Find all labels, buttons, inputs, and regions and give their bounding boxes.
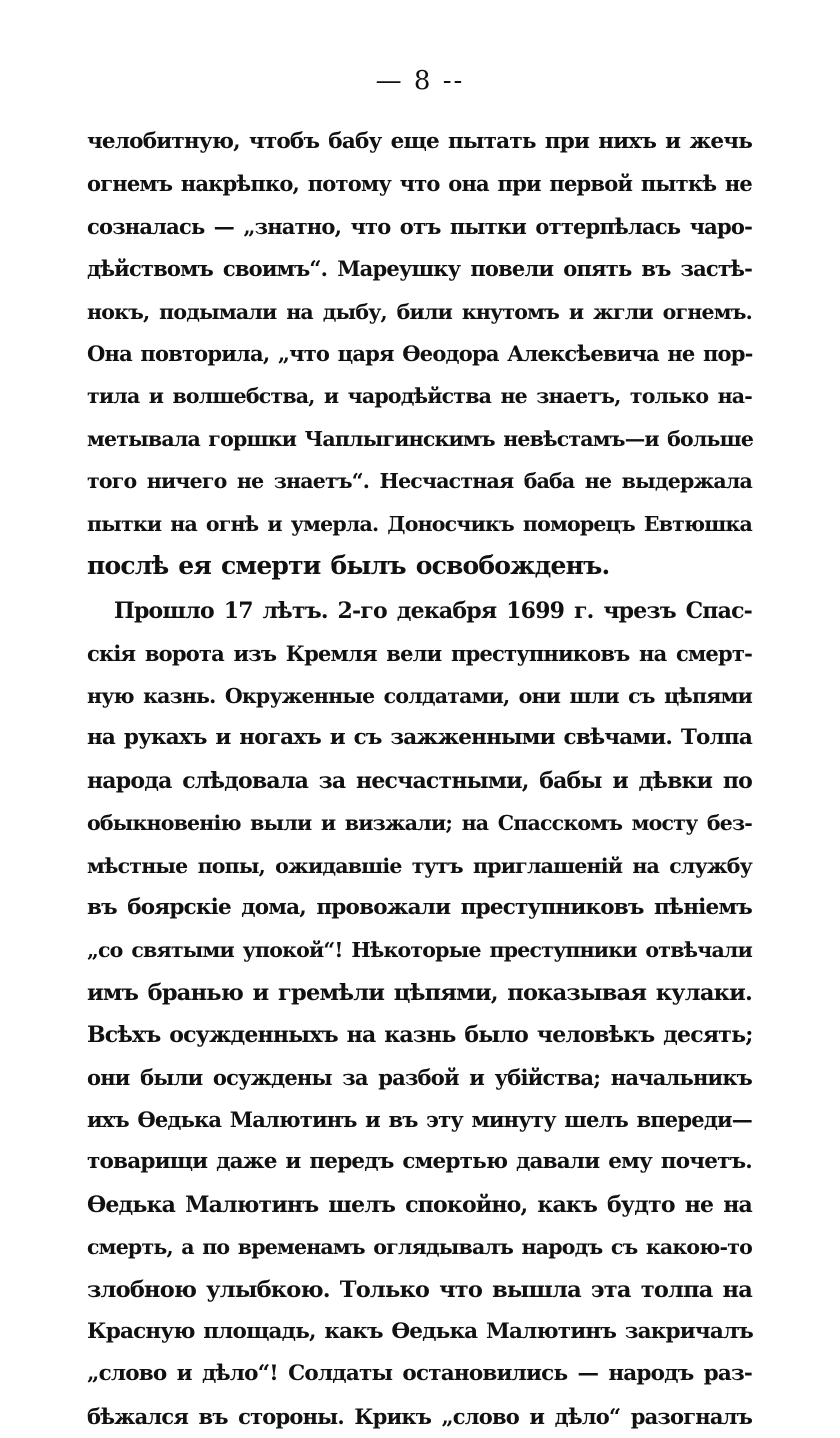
page-number: — 8 --: [375, 66, 465, 96]
text-line: обыкновенію выли и визжали; на Спасскомъ мосту без-: [87, 811, 752, 836]
text-line: челобитную, чтобъ бабу еще пытать при нихъ и жечь: [87, 129, 752, 154]
text-line: мѣстные попы, ожидавшіе тутъ приглашеній на службу: [87, 853, 752, 878]
text-line: Өедька Малютинъ шелъ спокойно, какъ будто не на: [87, 1191, 752, 1218]
text-line: Она повторила, „что царя Өеодора Алексѣевича не пор-: [87, 340, 753, 366]
text-line: товарищи даже и передъ смертью давали ему почетъ.: [87, 1149, 752, 1175]
text-line: послѣ ея смерти былъ освобожденъ.: [87, 550, 610, 580]
text-line: Всѣхъ осужденныхъ на казнь было человѣкъ десять;: [87, 1022, 753, 1049]
text-line: „со святыми упокой“! Нѣкоторые преступники отвѣчали: [87, 938, 752, 963]
text-line: на рукахъ и ногахъ и съ зажженными свѣчами. Толпа: [87, 725, 752, 751]
text-line: они были осуждены за разбой и убійства; начальникъ: [87, 1064, 752, 1090]
text-line: народа слѣдовала за несчастными, бабы и дѣвки по: [87, 767, 752, 794]
text-line: метывала горшки Чаплыгинскимъ невѣстамъ—и больше: [87, 426, 754, 451]
text-line: огнемъ накрѣпко, потому что она при первой пыткѣ не: [87, 171, 752, 197]
text-line: дѣйствомъ своимъ“. Мареушку повели опять въ застѣ-: [87, 256, 752, 282]
text-line: скія ворота изъ Кремля вели преступниковъ на смерт-: [87, 640, 752, 666]
text-line: въ боярскіе дома, провожали преступниковъ пѣніемъ: [87, 895, 752, 921]
text-line: Красную площадь, какъ Өедька Малютинъ закричалъ: [87, 1318, 753, 1344]
text-line: Прошло 17 лѣтъ. 2-го декабря 1699 г. чрезъ Спас-: [114, 598, 752, 625]
text-line: нокъ, подымали на дыбу, били кнутомъ и жгли огнемъ.: [87, 299, 752, 324]
text-line: имъ бранью и гремѣли цѣпями, показывая кулаки.: [87, 979, 752, 1006]
text-line: „слово и дѣло“! Солдаты остановились — народъ раз-: [87, 1361, 752, 1387]
paragraph-2: [87, 590, 752, 1438]
text-line: смерть, а по временамъ оглядывалъ народъ съ какою-то: [87, 1235, 752, 1260]
text-line: пытки на огнѣ и умерла. Доносчикъ поморецъ Евтюшка: [87, 511, 752, 536]
body-text: [87, 121, 752, 1438]
text-line: того ничего не знаетъ“. Несчастная баба не выдержала: [87, 469, 752, 494]
text-line: бѣжался въ стороны. Крикъ „слово и дѣло“ разогналъ: [87, 1403, 752, 1429]
text-line: злобною улыбкою. Только что вышла эта толпа на: [87, 1276, 752, 1303]
paragraph-1: [87, 121, 752, 587]
text-line: ную казнь. Окруженные солдатами, они шли съ цѣпями: [87, 684, 752, 709]
text-line: созналась — „знатно, что отъ пытки оттерпѣлась чаро-: [87, 213, 752, 239]
text-line: ихъ Өедька Малютинъ и въ эту минуту шелъ впереди—: [87, 1106, 752, 1132]
text-line: тила и волшебства, и чародѣйства не знаетъ, только на-: [87, 384, 752, 409]
